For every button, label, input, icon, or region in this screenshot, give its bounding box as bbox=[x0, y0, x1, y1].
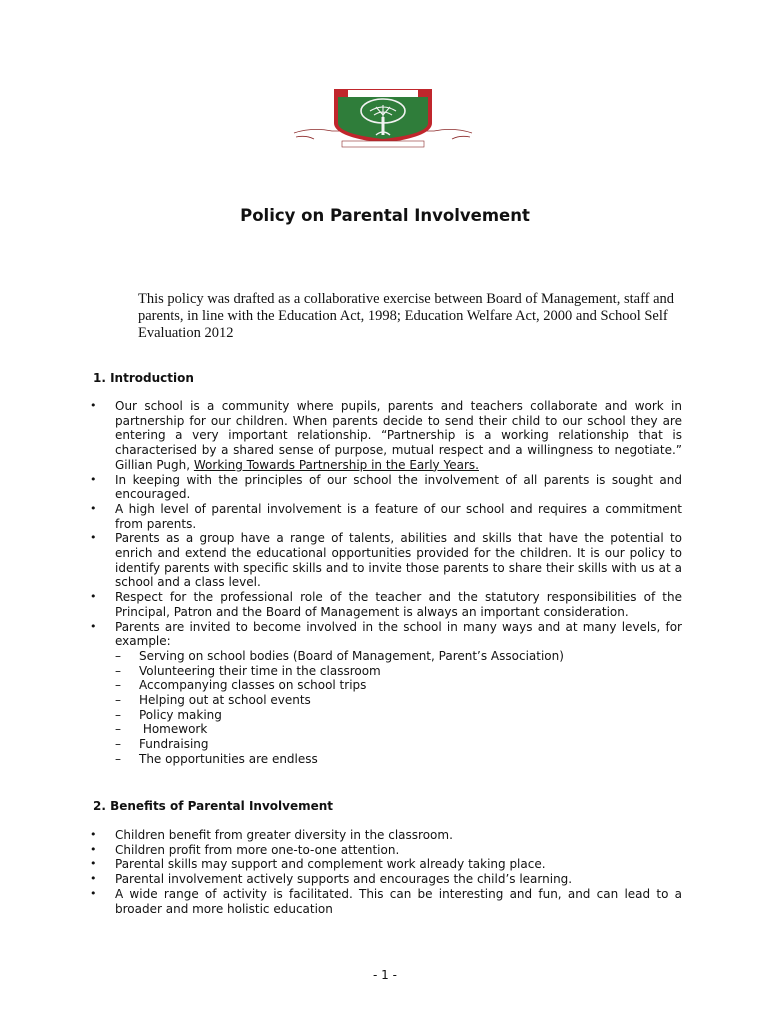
bullet-icon: • bbox=[90, 531, 97, 545]
list-item: • Parents are invited to become involved in the school in many ways and at many levels, for example: – Serving on school bodies (Board of Management, Parent’s Association) – Volunteering their time in the classroom – Accompanying classes on school trips – Helping out at school events – Policy making – Homework – Fundraising – The opportunities are endless bbox=[90, 619, 682, 766]
bullet-icon: • bbox=[90, 619, 97, 633]
book-title-reference: Working Towards Partnership in the Early Years. bbox=[193, 457, 479, 472]
school-crest-logo bbox=[292, 83, 474, 149]
sub-list-item: – Volunteering their time in the classroom bbox=[115, 663, 381, 678]
list-item: • Parental involvement actively supports and encourages the child’s learning. bbox=[90, 872, 573, 887]
dash-icon: – bbox=[115, 737, 121, 752]
intro-paragraph: This policy was drafted as a collaborative exercise between Board of Management, staff and parents, in line with the Education Act, 1998; Education Welfare Act, 2000 and School Self Evaluation 2012 bbox=[138, 291, 675, 341]
list-item: • Our school is a community where pupils, parents and teachers collaborate and work in partnership for our children. When parents decide to send their child to our school they are entering a very important relationship. “Partnership is a working relationship that is characterised by a shared sense of purpose, mutual respect and a willingness to negotiate.” Gillian Pugh, Working Towards Partnership in the Early Years. bbox=[90, 399, 682, 472]
bullet-icon: • bbox=[90, 828, 97, 841]
bullet-icon: • bbox=[90, 472, 97, 486]
dash-icon: – bbox=[115, 707, 121, 722]
dash-icon: – bbox=[115, 751, 121, 766]
introduction-list bbox=[90, 399, 682, 767]
bullet-icon: • bbox=[90, 590, 97, 604]
dash-icon: – bbox=[115, 648, 121, 663]
sub-list-item: – Fundraising bbox=[115, 737, 209, 752]
sub-list-item: – The opportunities are endless bbox=[115, 751, 318, 766]
dash-icon: – bbox=[115, 722, 121, 737]
bullet-icon: • bbox=[90, 399, 97, 412]
list-item: • Parental skills may support and complement work already taking place. bbox=[90, 857, 546, 872]
dash-icon: – bbox=[115, 693, 121, 708]
bullet-icon: • bbox=[90, 886, 97, 900]
page-number: - 1 - bbox=[373, 968, 397, 982]
sub-list-item: – Helping out at school events bbox=[115, 693, 311, 708]
benefits-list bbox=[90, 828, 682, 916]
sub-list-item: – Serving on school bodies (Board of Management, Parent’s Association) bbox=[115, 648, 564, 663]
list-item: • Respect for the professional role of the teacher and the statutory responsibilities of the Principal, Patron and the Board of Management is always an important consideration. bbox=[90, 590, 682, 619]
dash-icon: – bbox=[115, 663, 121, 678]
list-item: • Children benefit from greater diversity in the classroom. bbox=[90, 828, 453, 842]
list-item: • Parents as a group have a range of talents, abilities and skills that have the potential to enrich and extend the educational opportunities provided for the children. It is our policy to identify parents with specific skills and to invite those parents to share their skills with us at a school and a class level. bbox=[90, 531, 682, 590]
bullet-icon: • bbox=[90, 842, 97, 856]
sub-list-item: – Accompanying classes on school trips bbox=[115, 678, 367, 693]
document-title: Policy on Parental Involvement bbox=[240, 206, 530, 225]
dash-icon: – bbox=[115, 678, 121, 693]
section-heading-introduction: 1. Introduction bbox=[93, 371, 194, 385]
involvement-examples-list bbox=[115, 649, 682, 767]
sub-list-item: – Homework bbox=[115, 722, 208, 737]
bullet-icon: • bbox=[90, 501, 97, 515]
bullet-icon: • bbox=[90, 857, 97, 871]
list-item: • A wide range of activity is facilitated. This can be interesting and fun, and can lead to a broader and more holistic education bbox=[90, 886, 682, 916]
list-item: • Children profit from more one-to-one attention. bbox=[90, 842, 400, 857]
sub-list-item: – Policy making bbox=[115, 707, 222, 722]
list-item: • In keeping with the principles of our school the involvement of all parents is sought and encouraged. bbox=[90, 472, 682, 502]
bullet-icon: • bbox=[90, 872, 97, 886]
list-item: • A high level of parental involvement is a feature of our school and requires a commitment from parents. bbox=[90, 501, 682, 531]
section-heading-benefits: 2. Benefits of Parental Involvement bbox=[93, 799, 334, 813]
